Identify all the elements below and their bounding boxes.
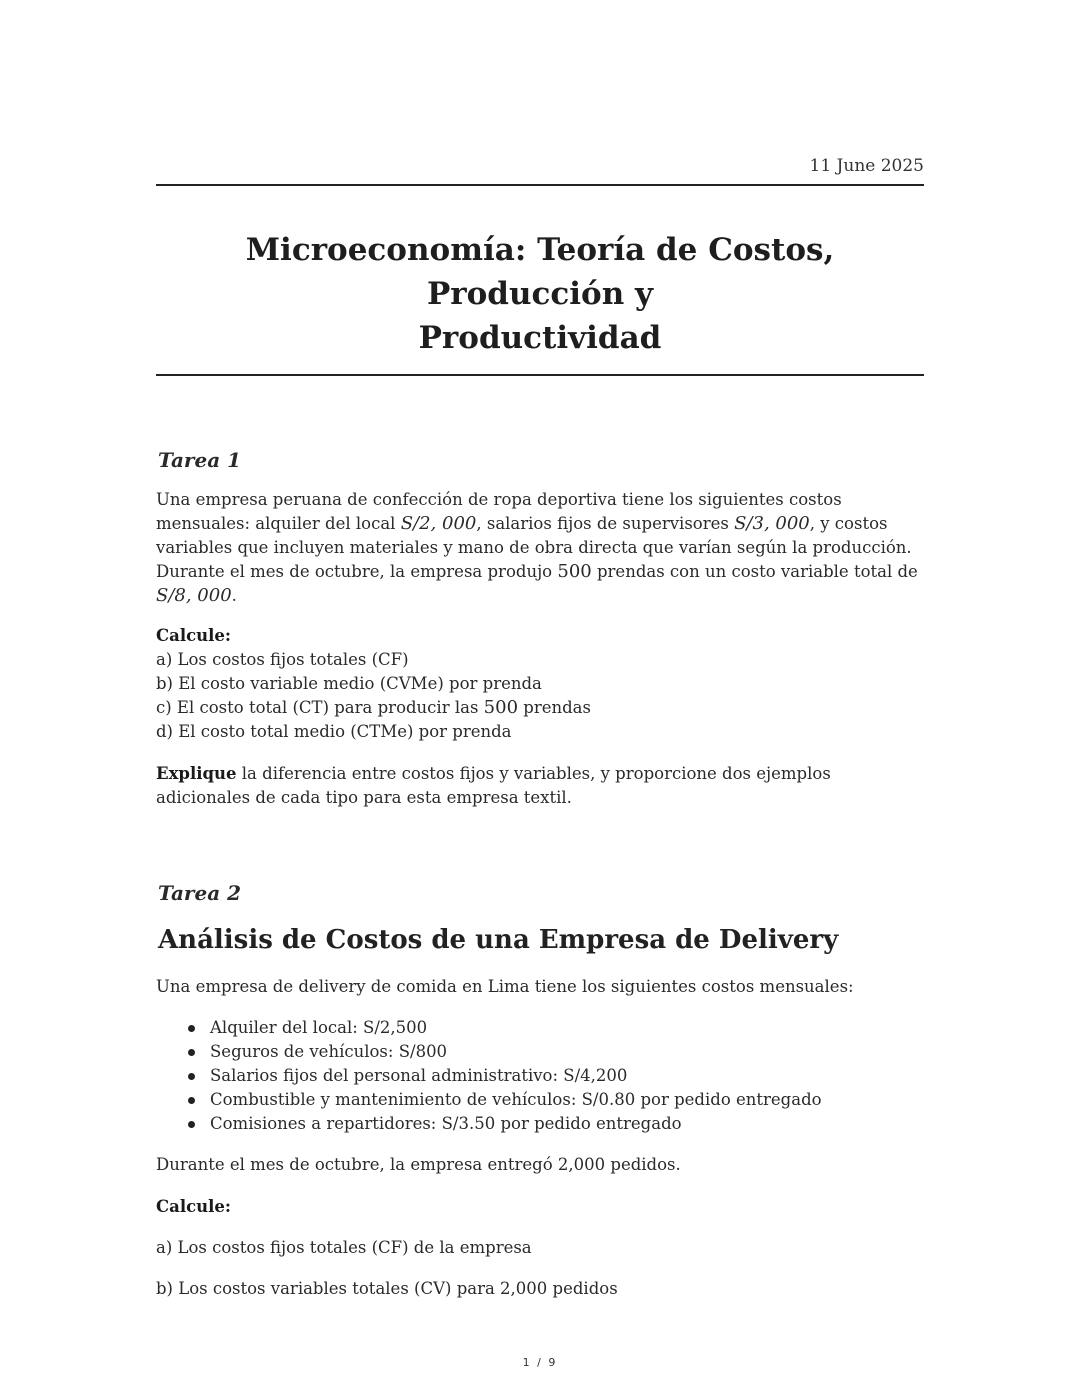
task-1-questions xyxy=(156,624,924,744)
explain-label: Explique xyxy=(156,764,237,783)
calc-label: Calcule: xyxy=(156,626,231,645)
math-salaries: S/3, 000 xyxy=(734,513,810,534)
task-2-section-title: Análisis de Costos de una Empresa de Delivery xyxy=(158,925,839,955)
list-item: d) El costo total medio (CTMe) por prenda xyxy=(156,722,512,741)
list-item: Comisiones a repartidores: S/3.50 por pedido entregado xyxy=(156,1112,924,1136)
item-text: c) El costo total (CT) para producir las xyxy=(156,698,484,717)
math-variable-cost: S/8, 000 xyxy=(156,585,232,606)
math-units: 500 xyxy=(557,561,592,582)
task-2-cost-list xyxy=(156,1016,924,1136)
task-2-intro: Una empresa de delivery de comida en Lima tiene los siguientes costos mensuales: xyxy=(156,977,854,996)
title-line-2: Productividad xyxy=(418,320,662,356)
list-item xyxy=(156,696,924,720)
document-title xyxy=(156,228,924,360)
task-2-item-a: a) Los costos fijos totales (CF) de la empresa xyxy=(156,1238,532,1257)
task-1-question-list xyxy=(156,648,924,744)
list-item: Seguros de vehículos: S/800 xyxy=(156,1040,924,1064)
math-units: 500 xyxy=(483,697,519,718)
intro-text: , salarios fijos de supervisores xyxy=(476,514,735,533)
task-2-item-b: b) Los costos variables totales (CV) para 2,000 pedidos xyxy=(156,1279,618,1298)
math-rent: S/2, 000 xyxy=(400,513,477,534)
item-text: prendas xyxy=(518,698,591,717)
list-item: Salarios fijos del personal administrativo: S/4,200 xyxy=(156,1064,924,1088)
page-number: 1 / 9 xyxy=(522,1356,558,1369)
list-item: Combustible y mantenimiento de vehículos: S/0.80 por pedido entregado xyxy=(156,1088,924,1112)
list-item: Alquiler del local: S/2,500 xyxy=(156,1016,924,1040)
title-divider xyxy=(156,374,924,376)
explain-text: la diferencia entre costos fijos y variables, y proporcione dos ejemplos adicionales de cada tipo para esta empresa textil. xyxy=(156,764,831,807)
task-2-heading: Tarea 2 xyxy=(158,881,242,905)
document-date: 11 June 2025 xyxy=(809,156,924,176)
intro-text: . xyxy=(231,586,237,605)
task-1-heading: Tarea 1 xyxy=(158,448,242,472)
intro-text: , y costos variables que incluyen materiales y mano de obra directa que varían según la producción. Durante el mes de octubre, la empresa produjo xyxy=(156,514,912,581)
task-2-october: Durante el mes de octubre, la empresa entregó 2,000 pedidos. xyxy=(156,1155,681,1174)
list-item: b) El costo variable medio (CVMe) por prenda xyxy=(156,674,542,693)
list-item: a) Los costos fijos totales (CF) xyxy=(156,650,409,669)
task-1-intro xyxy=(156,488,924,608)
header-divider xyxy=(156,184,924,186)
task-1-explain xyxy=(156,762,924,810)
intro-text: Una empresa peruana de confección de ropa deportiva tiene los siguientes costos mensuales: alquiler del local xyxy=(156,490,842,533)
calc-label: Calcule: xyxy=(156,1197,231,1216)
task-2-calc-label xyxy=(156,1195,924,1219)
intro-text: prendas con un costo variable total de xyxy=(591,562,918,581)
title-line-1: Microeconomía: Teoría de Costos, Producción y xyxy=(245,232,835,312)
